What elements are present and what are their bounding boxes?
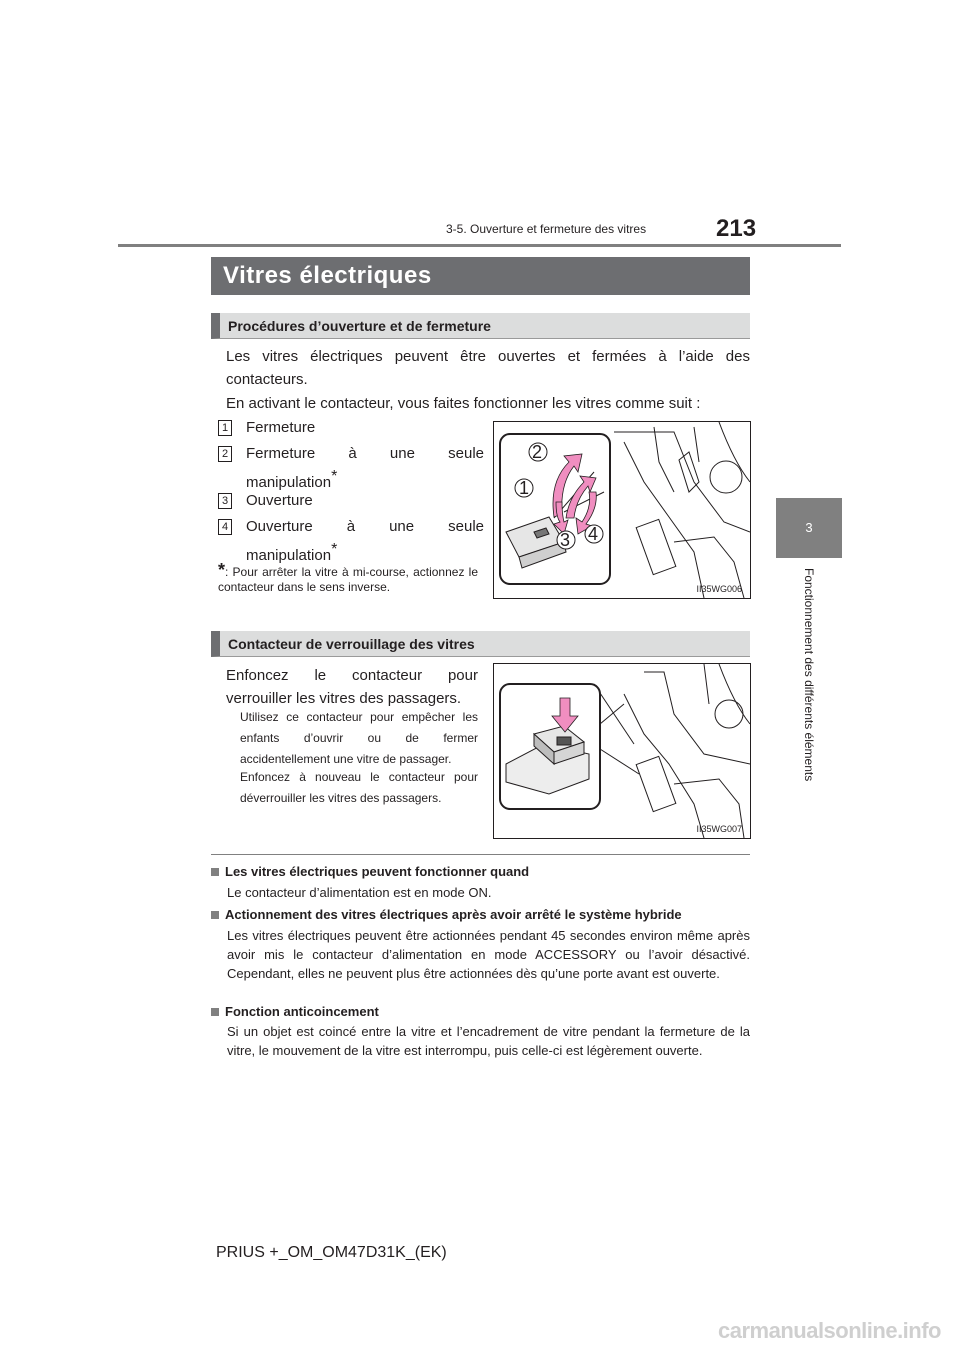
footnote-mark: * [218, 560, 226, 580]
notes-divider [211, 854, 750, 855]
section2-sub2: Enfoncez à nouveau le contacteur pour déverrouiller les vitres des passagers. [240, 770, 478, 805]
list-item-text: Fermeture [246, 419, 316, 436]
section1-intro2: En activant le contacteur, vous faites fonctionner les vitres comme suit : [226, 395, 701, 412]
header-rule [118, 244, 841, 247]
chapter-tab: 3 [776, 498, 842, 558]
list-item-text: Ouverture [246, 492, 313, 509]
note-heading: Fonction anticoincement [211, 1004, 379, 1019]
callout-number: 1 [218, 420, 232, 436]
footnote-text: : Pour arrêter la vitre à mi-course, actionnez le contacteur dans le sens inverse. [218, 565, 478, 594]
note-heading: Les vitres électriques peuvent fonctionner quand [211, 864, 529, 879]
document-code: PRIUS +_OM_OM47D31K_(EK) [216, 1244, 447, 1261]
list-item-text: Ouverture à une seule manipulation [246, 518, 484, 564]
bullet-square-icon [211, 1008, 219, 1016]
bullet-square-icon [211, 868, 219, 876]
section1-heading: Procédures d’ouverture et de fermeture [211, 313, 750, 339]
callout-number: 3 [218, 493, 232, 509]
list-item [218, 442, 484, 494]
callout-number: 2 [218, 446, 232, 462]
footnote-star: * [331, 541, 338, 558]
page-title: Vitres électriques [211, 257, 750, 295]
note-text: Le contacteur d’alimentation est en mode ON. [227, 885, 492, 900]
list-item [218, 489, 484, 512]
list-item [218, 515, 484, 567]
note-heading: Actionnement des vitres électriques après avoir arrêté le système hybride [211, 907, 682, 922]
note-text: Les vitres électriques peuvent être actionnées pendant 45 secondes environ même après avoir mis le contacteur d’alimentation en mode ACCESSORY ou l’avoir désactivé. Cependant, elles ne peuvent plus être actionnées dès qu’une porte avant est ouverte. [227, 928, 750, 981]
section1-intro1: Les vitres électriques peuvent être ouvertes et fermées à l’aide des contacteurs. [226, 348, 750, 388]
lock-switch-illustration [494, 664, 750, 838]
page-number: 213 [716, 215, 757, 242]
section2-heading: Contacteur de verrouillage des vitres [211, 631, 750, 657]
chapter-label: Fonctionnement des différents éléments [802, 568, 816, 782]
footnote-star: * [331, 468, 338, 485]
figure-callout: 1 [519, 478, 530, 498]
figure-callout: 3 [560, 530, 571, 550]
list-item [218, 416, 484, 439]
list-item-text: Fermeture à une seule manipulation [246, 445, 484, 491]
window-switch-illustration [494, 422, 750, 598]
figure-window-switches [493, 421, 751, 599]
figure-callout: 4 [588, 524, 599, 544]
bullet-square-icon [211, 911, 219, 919]
figure-code: II35WG006 [696, 584, 742, 594]
note-text: Si un objet est coincé entre la vitre et l’encadrement de vitre pendant la fermeture de la vitre, le mouvement de la vitre est interrompu, puis celle-ci est légèrement ouverte. [227, 1024, 750, 1058]
section-title: 3-5. Ouverture et fermeture des vitres [446, 222, 647, 236]
watermark[interactable]: carmanualsonline.info [718, 1318, 941, 1343]
figure-callout: 2 [532, 442, 543, 462]
callout-number: 4 [218, 519, 232, 535]
footnote [218, 560, 478, 595]
section2-sub1: Utilisez ce contacteur pour empêcher les enfants d’ouvrir ou de fermer accidentellement une vitre de passager. [240, 710, 478, 766]
section2-main-text: Enfoncez le contacteur pour verrouiller les vitres des passagers. [226, 667, 478, 707]
figure-lock-switch [493, 663, 751, 839]
figure-code: II35WG007 [696, 824, 742, 834]
